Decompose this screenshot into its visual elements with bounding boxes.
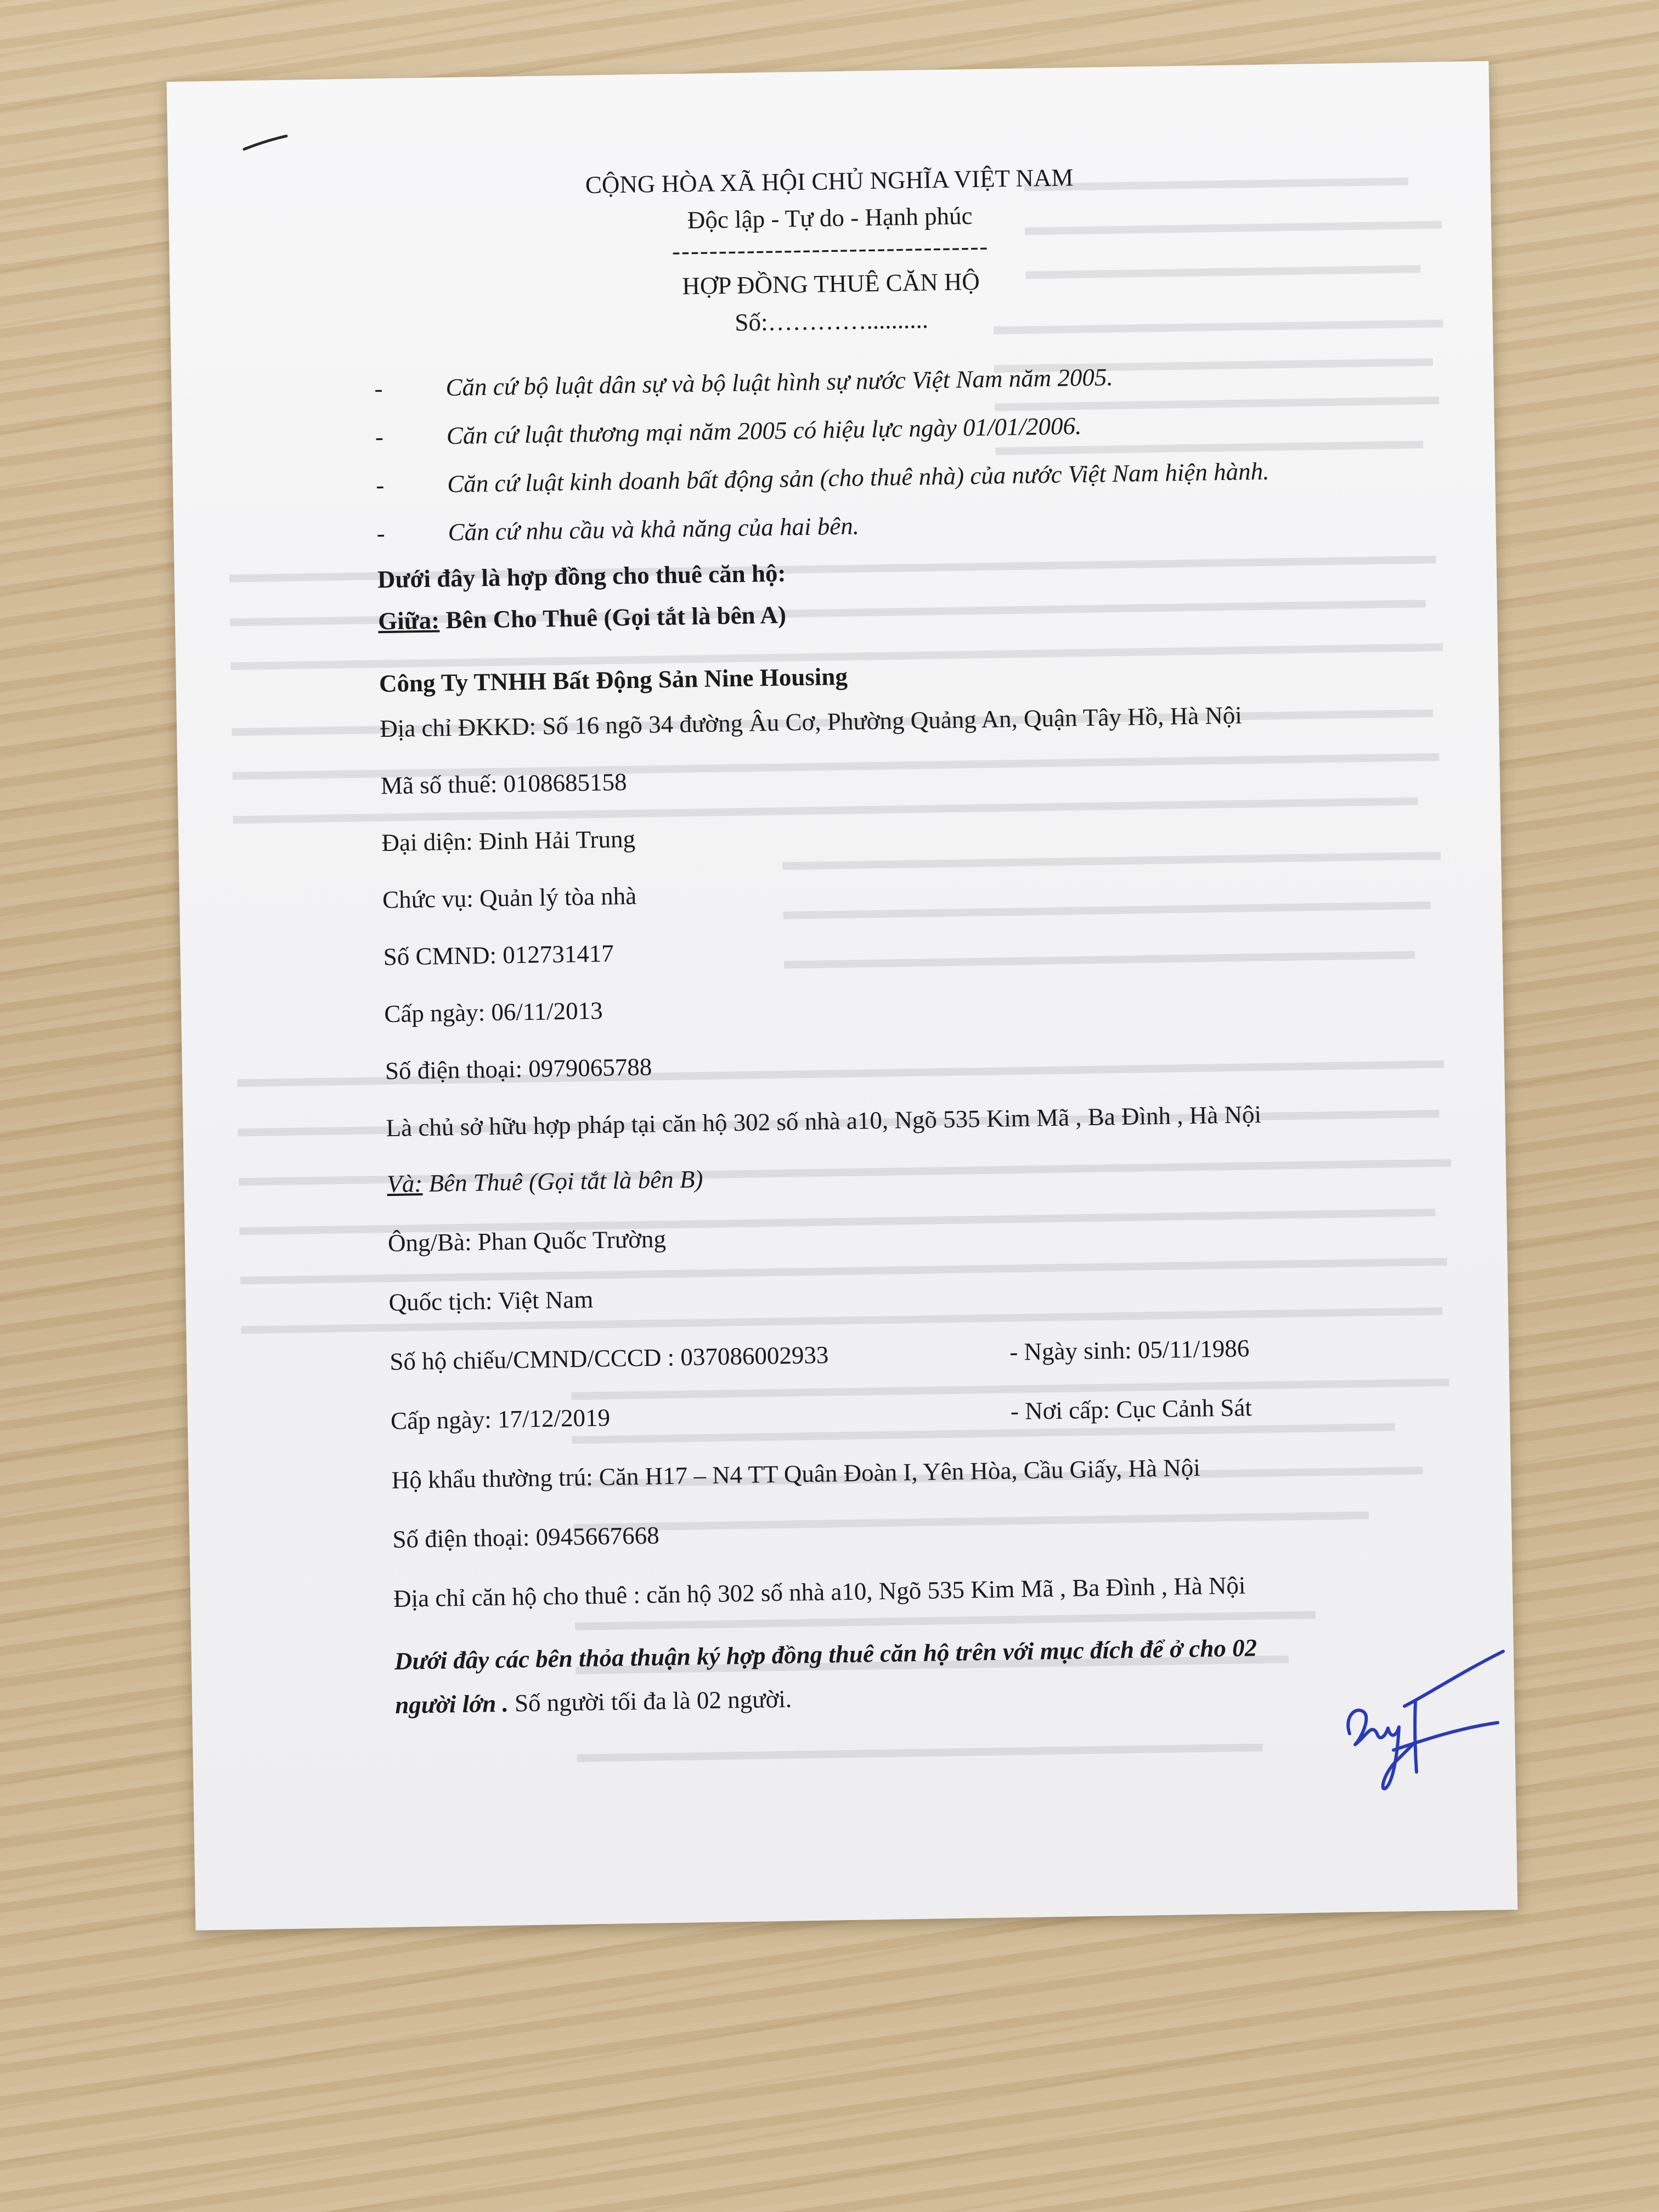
contract-paper	[167, 61, 1518, 1930]
basis-item: Căn cứ nhu cầu và khả năng của hai bên.	[448, 512, 860, 546]
agreement-adults: người lớn .	[394, 1689, 509, 1719]
agreement-line-2	[395, 1685, 792, 1720]
party-a-role: Bên Cho Thuê (Gọi tắt là bên A)	[439, 601, 787, 634]
ghost-line	[995, 397, 1439, 411]
agreement-max-occupants: Số người tối đa là 02 người.	[508, 1685, 792, 1717]
landlord-phone: Số điện thoại: 0979065788	[385, 1053, 652, 1085]
landlord-tax-code: Mã số thuế: 0108685158	[380, 768, 627, 800]
landlord-company: Công Ty TNHH Bất Động Sản Nine Housing	[379, 662, 848, 698]
party-a-heading	[378, 601, 786, 636]
ghost-line	[575, 1611, 1316, 1630]
tenant-birth-date: - Ngày sinh: 05/11/1986	[1009, 1334, 1250, 1366]
ghost-line	[783, 901, 1431, 919]
contract-intro: Dưới đây là hợp đồng cho thuê căn hộ:	[377, 559, 786, 594]
handwritten-signature	[1333, 1640, 1509, 1805]
contract-title: HỢP ĐỒNG THUÊ CĂN HỘ	[681, 267, 980, 300]
bullet-dash: -	[374, 375, 383, 403]
staple-mark	[241, 132, 291, 154]
ghost-line	[572, 1423, 1395, 1444]
landlord-address: Địa chỉ ĐKKD: Số 16 ngõ 34 đường Âu Cơ, Phường Quảng An, Quận Tây Hồ, Hà Nội	[379, 701, 1243, 743]
rental-address: Địa chỉ căn hộ cho thuê : căn hộ 302 số nhà a10, Ngõ 535 Kim Mã , Ba Đình , Hà Nội	[393, 1571, 1246, 1612]
tenant-phone: Số điện thoại: 0945667668	[392, 1521, 660, 1553]
party-a-label: Giữa:	[377, 606, 440, 635]
ghost-line	[571, 1379, 1449, 1400]
landlord-ownership: Là chủ sở hữu hợp pháp tại căn hộ 302 số nhà a10, Ngõ 535 Kim Mã , Ba Đình , Hà Nội	[386, 1101, 1262, 1142]
bullet-dash: -	[375, 471, 385, 499]
party-b-heading	[387, 1165, 703, 1199]
basis-item: Căn cứ bộ luật dân sự và bộ luật hình sự nước Việt Nam năm 2005.	[445, 363, 1114, 402]
bullet-dash: -	[376, 519, 386, 548]
tenant-residence: Hộ khẩu thường trú: Căn H17 – N4 TT Quân Đoàn I, Yên Hòa, Cầu Giấy, Hà Nội	[391, 1453, 1201, 1494]
tenant-nationality: Quốc tịch: Việt Nam	[388, 1285, 594, 1317]
ghost-line	[233, 797, 1418, 823]
tenant-id-issue-date: Cấp ngày: 17/12/2019	[390, 1403, 611, 1435]
ghost-line	[784, 951, 1415, 969]
ghost-line	[577, 1743, 1263, 1762]
basis-item: Căn cứ luật kinh doanh bất động sản (cho thuê nhà) của nước Việt Nam hiện hành.	[447, 457, 1269, 498]
country-heading: CỘNG HÒA XÃ HỘI CHỦ NGHĨA VIỆT NAM	[585, 163, 1074, 199]
ghost-line	[240, 1258, 1447, 1285]
party-b-label: Và:	[386, 1170, 423, 1198]
bullet-dash: -	[375, 423, 384, 451]
tenant-id-number: Số hộ chiếu/CMND/CCCD : 037086002933	[389, 1341, 829, 1376]
tenant-name: Ông/Bà: Phan Quốc Trường	[387, 1225, 667, 1257]
ghost-line	[782, 852, 1441, 870]
party-b-role: Bên Thuê (Gọi tắt là bên B)	[422, 1165, 703, 1198]
ghost-line	[995, 441, 1423, 455]
landlord-id-number: Số CMND: 012731417	[383, 939, 614, 971]
contract-number: Số:…………..........	[735, 306, 929, 336]
basis-item: Căn cứ luật thương mại năm 2005 có hiệu lực ngày 01/01/2006.	[446, 412, 1082, 450]
agreement-line-1: Dưới đây các bên thỏa thuận ký hợp đồng thuê căn hộ trên với mục đích để ở cho 02	[394, 1634, 1257, 1675]
landlord-id-issue-date: Cấp ngày: 06/11/2013	[384, 996, 603, 1028]
tenant-id-issue-place: - Nơi cấp: Cục Cảnh Sát	[1010, 1393, 1252, 1425]
landlord-representative: Đại diện: Đinh Hải Trung	[381, 825, 636, 857]
heading-divider: ----------------------------------	[672, 232, 989, 265]
landlord-position: Chức vụ: Quản lý tòa nhà	[382, 882, 637, 914]
ghost-line	[573, 1511, 1369, 1532]
national-motto: Độc lập - Tự do - Hạnh phúc	[687, 202, 973, 234]
